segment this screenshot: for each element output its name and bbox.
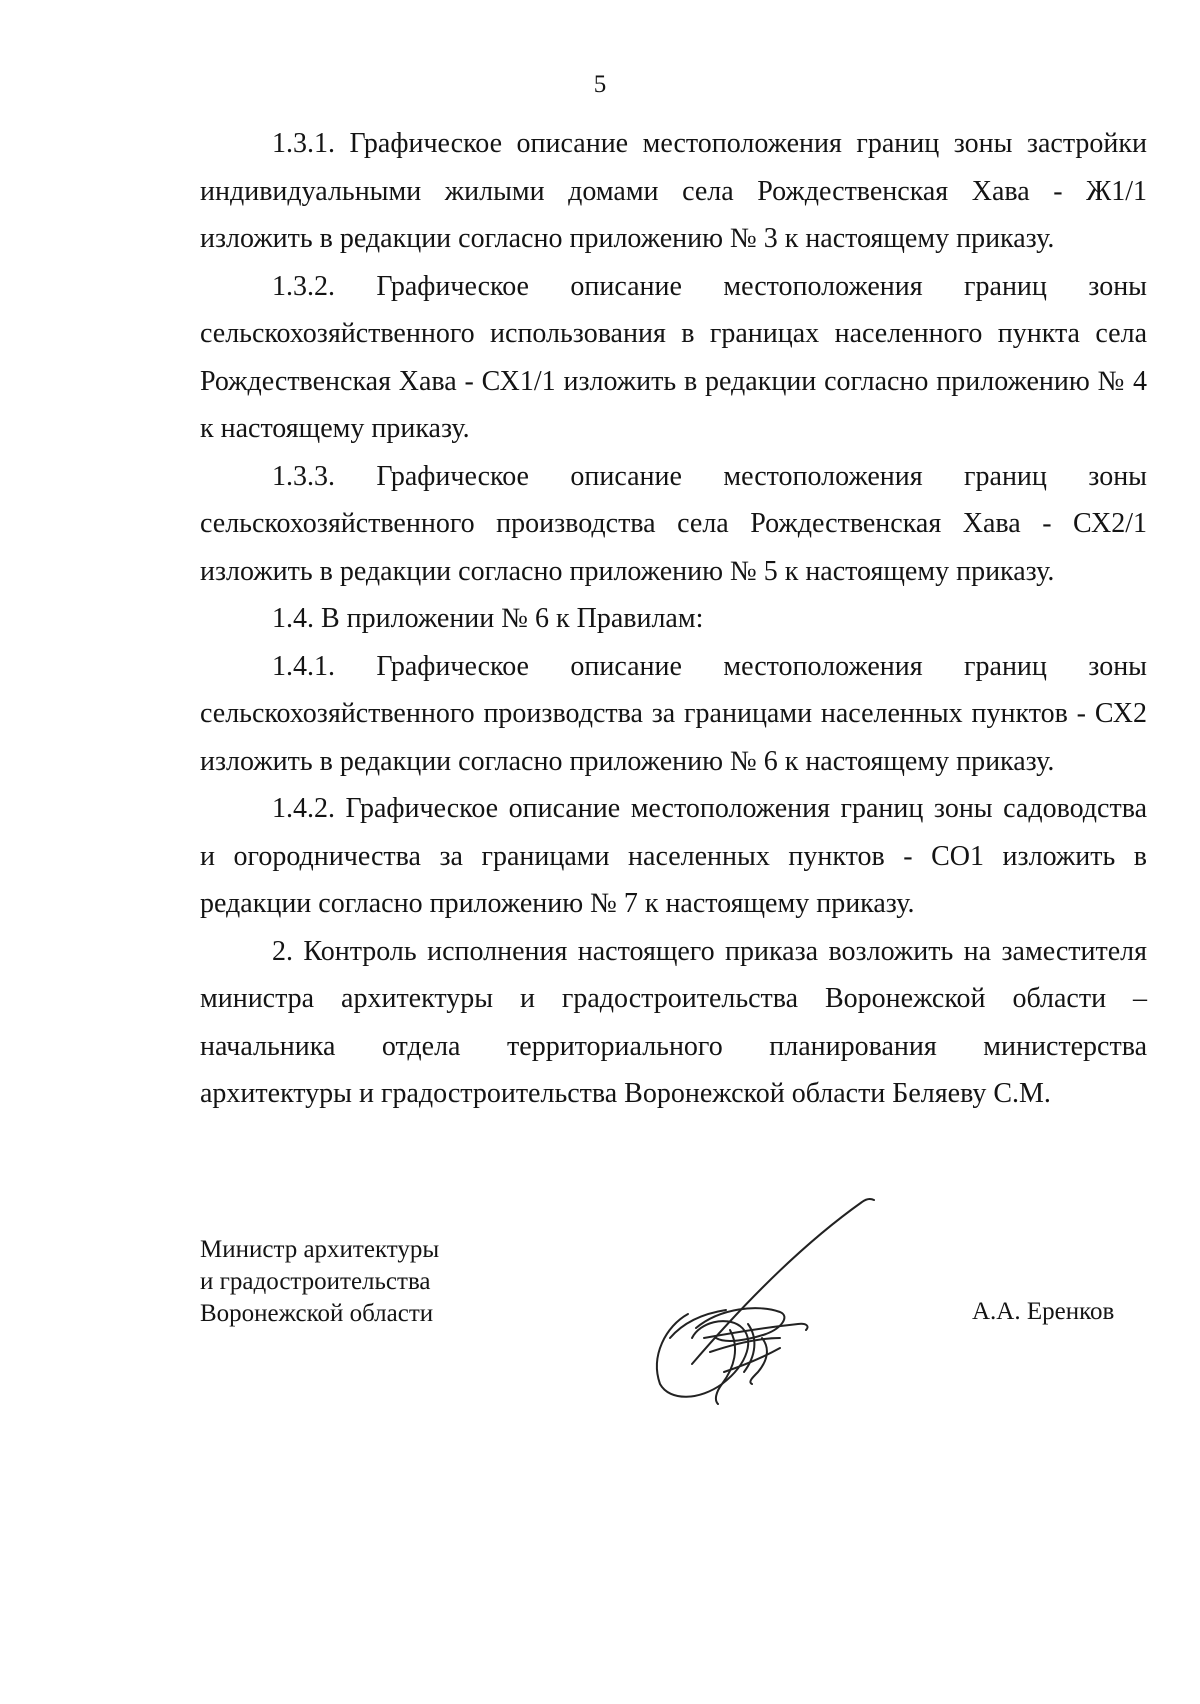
paragraph-1-3-3: 1.3.3. Графическое описание местоположения границ зоны сельскохозяйственного производства села Рождественская Хава - СХ2/1 изложить в редакции согласно приложению № 5 к настоящему приказу. <box>200 460 1147 587</box>
signer-title-line: и градостроительства <box>200 1268 431 1295</box>
page-number: 5 <box>593 71 607 98</box>
document-body <box>200 120 1147 1118</box>
paragraph-2: 2. Контроль исполнения настоящего приказа возложить на заместителя министра архитектуры и градостроительства Воронежской области – начальника отдела территориального планирования министерства архитектуры и градостроительства Воронежской области Беляеву С.М. <box>200 935 1147 1109</box>
signer-name: А.А. Еренков <box>972 1298 1115 1325</box>
signer-title-line: Министр архитектуры <box>200 1236 440 1263</box>
paragraph-1-3-1: 1.3.1. Графическое описание местоположения границ зоны застройки индивидуальными жилыми домами села Рождественская Хава - Ж1/1 изложить в редакции согласно приложению № 3 к настоящему приказу. <box>200 128 1147 254</box>
signer-title <box>200 1234 439 1330</box>
paragraph-1-4: 1.4. В приложении № 6 к Правилам: <box>272 603 704 634</box>
paragraph-1-3-2: 1.3.2. Графическое описание местоположения границ зоны сельскохозяйственного использования в границах населенного пункта села Рождественская Хава - СХ1/1 изложить в редакции согласно приложению № 4 к настоящему приказу. <box>200 270 1147 444</box>
handwritten-signature <box>630 1188 950 1410</box>
paragraph-1-4-2: 1.4.2. Графическое описание местоположения границ зоны садоводства и огородничества за границами населенных пунктов - СО1 изложить в редакции согласно приложению № 7 к настоящему приказу. <box>200 793 1147 919</box>
paragraph-1-4-1: 1.4.1. Графическое описание местоположения границ зоны сельскохозяйственного производства за границами населенных пунктов - СХ2 изложить в редакции согласно приложению № 6 к настоящему приказу. <box>200 650 1147 777</box>
signer-title-line: Воронежской области <box>200 1300 434 1327</box>
